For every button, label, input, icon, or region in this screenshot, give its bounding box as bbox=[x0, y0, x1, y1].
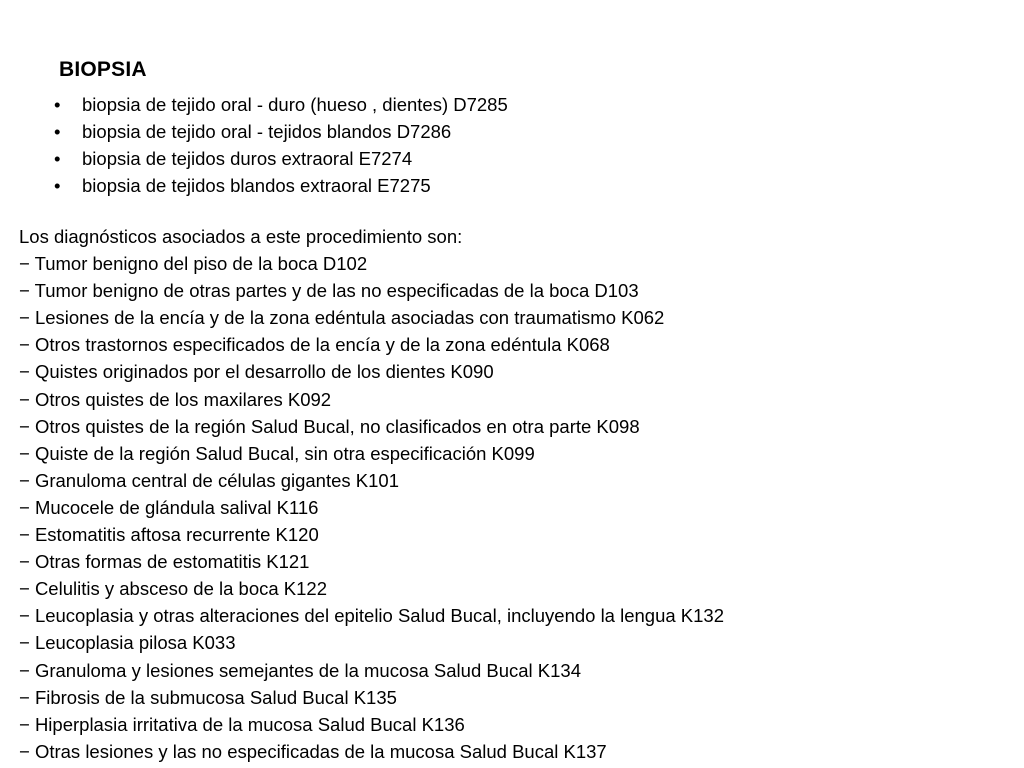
diagnoses-intro: Los diagnósticos asociados a este procedimiento son: bbox=[19, 226, 463, 247]
diagnosis-item: − Fibrosis de la submucosa Salud Bucal K135 bbox=[19, 686, 397, 708]
diagnosis-item: − Quistes originados por el desarrollo de los dientes K090 bbox=[19, 361, 494, 383]
procedure-text: biopsia de tejidos blandos extraoral E7275 bbox=[82, 175, 431, 196]
diagnosis-item: − Leucoplasia y otras alteraciones del epitelio Salud Bucal, incluyendo la lengua K132 bbox=[19, 605, 725, 627]
procedure-text: biopsia de tejidos duros extraoral E7274 bbox=[82, 148, 413, 169]
bullet-icon: • bbox=[54, 121, 61, 142]
diagnosis-item: − Granuloma central de células gigantes K101 bbox=[19, 469, 399, 491]
diagnosis-item: − Otros trastornos especificados de la encía y de la zona edéntula K068 bbox=[19, 334, 610, 356]
diagnosis-block bbox=[19, 223, 724, 765]
diagnosis-item: − Quiste de la región Salud Bucal, sin otra especificación K099 bbox=[19, 442, 535, 464]
bullet-icon: • bbox=[54, 148, 61, 169]
procedure-text: biopsia de tejido oral - duro (hueso , dientes) D7285 bbox=[82, 94, 508, 115]
diagnosis-item: − Mucocele de glándula salival K116 bbox=[19, 496, 319, 518]
slide-title: BIOPSIA bbox=[59, 58, 147, 81]
diagnosis-item: − Granuloma y lesiones semejantes de la mucosa Salud Bucal K134 bbox=[19, 659, 582, 681]
bullet-icon: • bbox=[54, 94, 61, 115]
diagnosis-item: − Hiperplasia irritativa de la mucosa Salud Bucal K136 bbox=[19, 713, 465, 735]
diagnosis-item: − Otras lesiones y las no especificadas de la mucosa Salud Bucal K137 bbox=[19, 740, 607, 762]
diagnosis-item: − Lesiones de la encía y de la zona edéntula asociadas con traumatismo K062 bbox=[19, 307, 665, 329]
diagnosis-item: − Otras formas de estomatitis K121 bbox=[19, 551, 310, 573]
diagnosis-item: − Leucoplasia pilosa K033 bbox=[19, 632, 236, 654]
procedure-text: biopsia de tejido oral - tejidos blandos D7286 bbox=[82, 121, 452, 142]
diagnosis-item: − Estomatitis aftosa recurrente K120 bbox=[19, 524, 319, 546]
diagnosis-item: − Celulitis y absceso de la boca K122 bbox=[19, 578, 328, 600]
diagnosis-item: − Otros quistes de los maxilares K092 bbox=[19, 388, 332, 410]
diagnosis-item: − Tumor benigno del piso de la boca D102 bbox=[19, 253, 368, 275]
diagnosis-item: − Otros quistes de la región Salud Bucal, no clasificados en otra parte K098 bbox=[19, 415, 640, 437]
bullet-icon: • bbox=[54, 175, 61, 196]
diagnosis-item: − Tumor benigno de otras partes y de las no especificadas de la boca D103 bbox=[19, 280, 639, 302]
